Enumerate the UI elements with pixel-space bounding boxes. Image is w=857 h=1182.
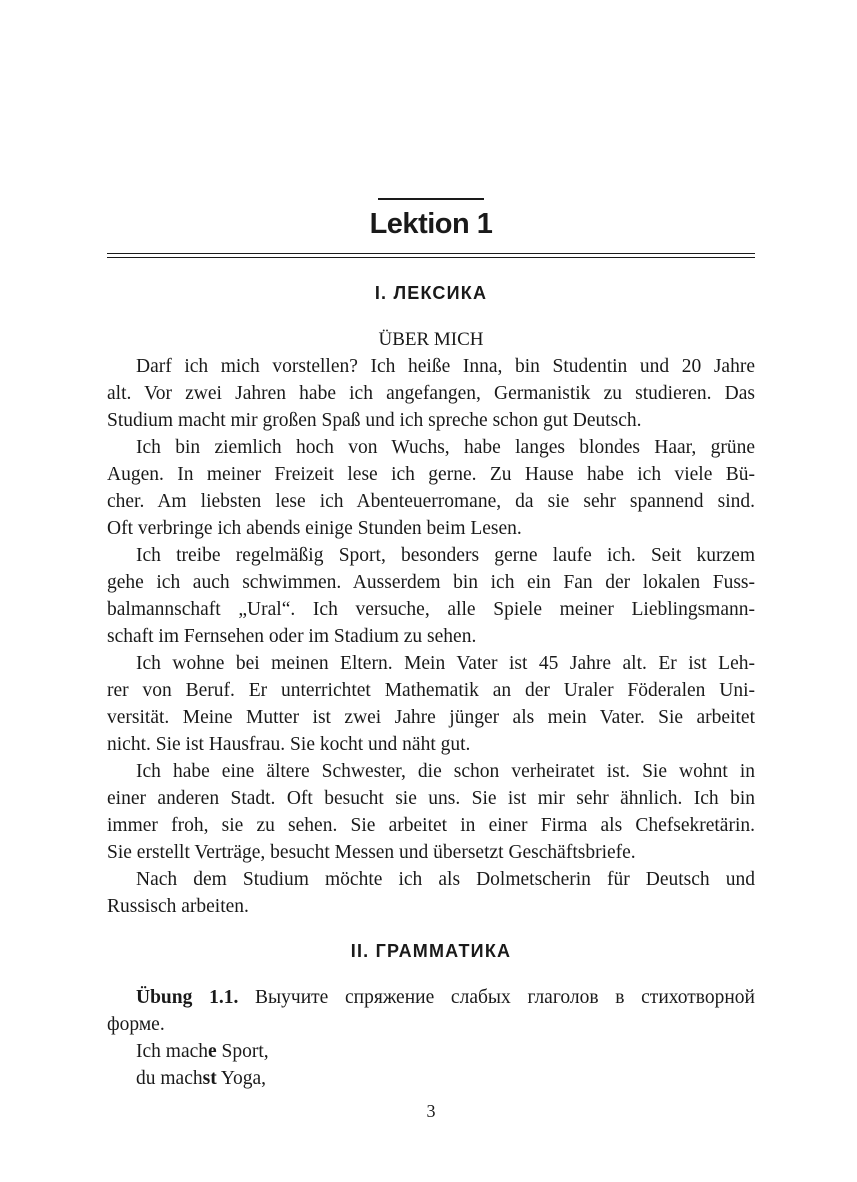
- verse-ending: st: [202, 1068, 217, 1089]
- exercise-block: [107, 984, 755, 1038]
- text-title: ÜBER MICH: [378, 329, 484, 350]
- text-line: balmannschaft „Ural“. Ich versuche, alle Spiele meiner Lieblingsmann-: [107, 599, 755, 620]
- verse-rest: Sport,: [216, 1041, 269, 1062]
- text-line: Augen. In meiner Freizeit lese ich gerne. Zu Hause habe ich viele Bü-: [107, 464, 755, 485]
- text-line: Ich treibe regelmäßig Sport, besonders gerne laufe ich. Seit kurzem: [136, 545, 755, 566]
- section-heading-grammatik: II. ГРАММАТИКА: [350, 941, 512, 961]
- paragraph-1: [107, 353, 755, 434]
- text-line: nicht. Sie ist Hausfrau. Sie kocht und näht gut.: [107, 734, 471, 755]
- text-line: Russisch arbeiten.: [107, 896, 249, 917]
- text-line: Studium macht mir großen Spaß und ich spreche schon gut Deutsch.: [107, 410, 642, 431]
- lesson-title: Lektion 1: [369, 208, 493, 240]
- paragraph-2: [107, 434, 755, 542]
- text-line: immer froh, sie zu sehen. Sie arbeitet in einer Firma als Chefsekretärin.: [107, 815, 755, 836]
- title-double-rule: [107, 253, 755, 258]
- exercise-instruction: [107, 984, 755, 1038]
- verse-rest: Yoga,: [216, 1068, 267, 1089]
- paragraph-3: [107, 542, 755, 650]
- exercise-text: Выучите спряжение слабых глаголов в стихотворной: [238, 987, 755, 1008]
- paragraph-6: [107, 866, 755, 920]
- text-line: форме.: [107, 1014, 165, 1035]
- document-page: [107, 0, 755, 1182]
- paragraph-5: [107, 758, 755, 866]
- text-line: Ich bin ziemlich hoch von Wuchs, habe langes blondes Haar, grüne: [136, 437, 755, 458]
- section-heading-lexik: I. ЛЕКСИКА: [374, 283, 488, 303]
- verse-stem: Ich mach: [136, 1041, 209, 1062]
- text-line: [107, 984, 755, 1011]
- verse-line-1: [136, 1038, 269, 1065]
- title-top-rule: [378, 198, 484, 200]
- text-line: Darf ich mich vorstellen? Ich heiße Inna, bin Studentin und 20 Jahre: [136, 356, 755, 377]
- page-number: 3: [426, 1101, 436, 1121]
- reading-text: [107, 353, 755, 920]
- text-line: Sie erstellt Verträge, besucht Messen und übersetzt Geschäftsbriefe.: [107, 842, 636, 863]
- text-line: Nach dem Studium möchte ich als Dolmetscherin für Deutsch und: [136, 869, 755, 890]
- verse-ending: e: [208, 1041, 217, 1062]
- text-line: schaft im Fernsehen oder im Stadium zu sehen.: [107, 626, 477, 647]
- text-line: cher. Am liebsten lese ich Abenteuerromane, da sie sehr spannend sind.: [107, 491, 755, 512]
- text-line: alt. Vor zwei Jahren habe ich angefangen, Germanistik zu studieren. Das: [107, 383, 755, 404]
- text-line: Oft verbringe ich abends einige Stunden beim Lesen.: [107, 518, 522, 539]
- text-line: gehe ich auch schwimmen. Ausserdem bin ich ein Fan der lokalen Fuss-: [107, 572, 755, 593]
- text-line: rer von Beruf. Er unterrichtet Mathematik an der Uraler Föderalen Uni-: [107, 680, 755, 701]
- text-line: Ich habe eine ältere Schwester, die schon verheiratet ist. Sie wohnt in: [136, 761, 755, 782]
- text-line: Ich wohne bei meinen Eltern. Mein Vater ist 45 Jahre alt. Er ist Leh-: [136, 653, 755, 674]
- text-line: versität. Meine Mutter ist zwei Jahre jünger als mein Vater. Sie arbeitet: [107, 707, 755, 728]
- paragraph-4: [107, 650, 755, 758]
- exercise-label: Übung 1.1.: [136, 987, 239, 1008]
- verse-line-2: [136, 1065, 266, 1092]
- text-line: einer anderen Stadt. Oft besucht sie uns. Sie ist mir sehr ähnlich. Ich bin: [107, 788, 755, 809]
- verse-stem: du mach: [136, 1068, 203, 1089]
